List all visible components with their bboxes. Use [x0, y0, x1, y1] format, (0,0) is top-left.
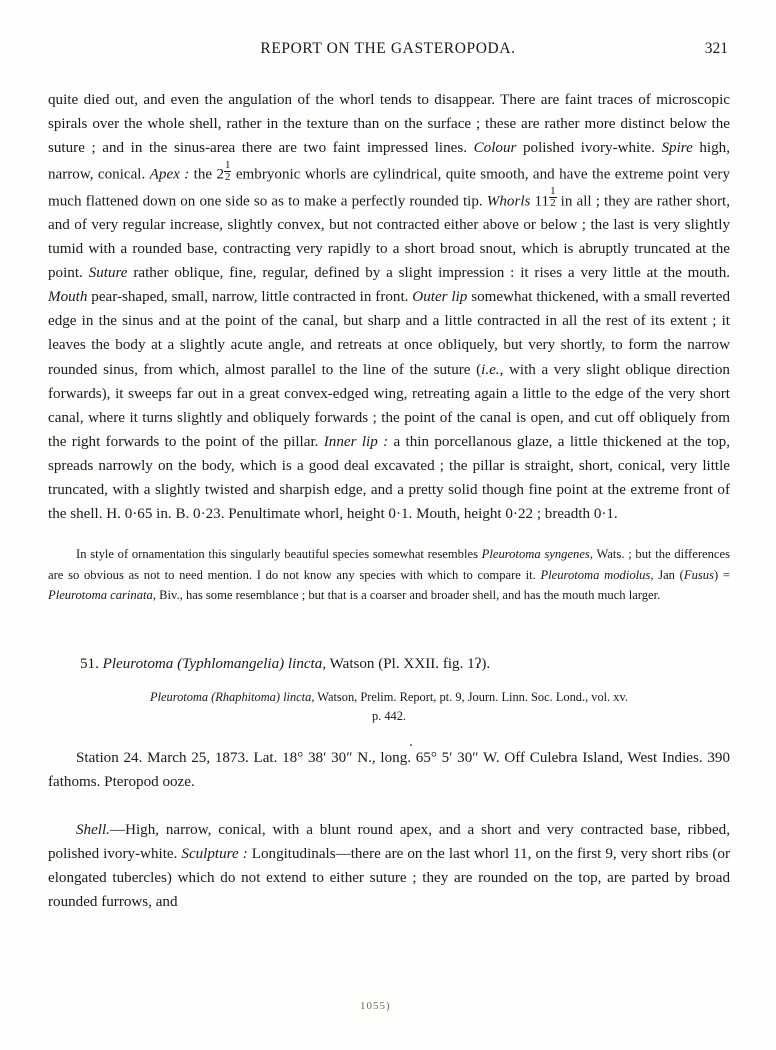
species-entry-heading — [48, 652, 730, 676]
spacer — [48, 526, 730, 544]
page-footer-fragment: 1055) — [360, 1000, 391, 1012]
term-suture: Suture — [88, 265, 128, 282]
paragraph-remarks — [48, 544, 730, 606]
entry-authority: , Watson (Pl. XXII. fig. 1ʔ). — [322, 655, 491, 672]
species-carinata: Pleurotoma carinata — [48, 588, 153, 603]
text-run: a thin porcellanous glaze, a little thickened at the top, spreads narrowly on the body, which is a good deal excavated ; the pillar is straight, short, conical, very little truncated, with a slightly twisted and sharpish edge, and a pretty solid though fine point at the extreme front of the shell. H. 0·65 in. B. 0·23. Penultimate whorl, height 0·1. Mouth, height 0·22 ; breadth 0·1. — [48, 433, 730, 523]
synonymy-citation-line1 — [48, 688, 730, 707]
page-number: 321 — [704, 40, 728, 57]
text-run: rather oblique, fine, regular, defined by a slight impression : it rises a very little at the mouth. — [127, 265, 731, 282]
text-run: the 2 — [189, 166, 225, 183]
text-run: , with a very slight oblique direction forwards), it sweeps far out in a great convex-edged wing, retreating again a little to the edge of the very short canal, where it turns slightly and obliquely forwards ; the point of the canal is open, and cut off obliquely from the right forwards to the point of the pillar. — [48, 361, 730, 450]
running-title: REPORT ON THE GASTEROPODA. — [260, 40, 516, 57]
spacer — [48, 606, 730, 652]
text-run: embryonic whorls are cylindrical, quite smooth, and have the extreme point very much flattened down on one side so as to make a perfectly rounded tip. — [48, 166, 730, 209]
species-modiolus: Pleurotoma modiolus — [540, 567, 651, 582]
text-run: 11 — [530, 192, 550, 209]
paragraph-shell-description — [48, 818, 730, 914]
text-run: Longitudinals—there are on the last whorl 11, on the first 9, very short ribs (or elongated tubercles) which do not extend to either suture ; they are rounded on the top, are parted by broad rounded furrows, and — [48, 845, 730, 911]
entry-species-name: Pleurotoma (Typhlomangelia) lincta — [102, 655, 323, 672]
term-ie: i.e. — [481, 361, 500, 378]
term-outer-lip: Outer lip — [412, 289, 468, 306]
genus-fusus: Fusus — [683, 567, 714, 582]
term-mouth: Mouth — [48, 289, 88, 306]
term-colour: Colour — [473, 140, 517, 157]
text-run: ) = — [713, 567, 730, 582]
text-run: In style of ornamentation this singularly beautiful species somewhat resembles — [76, 547, 482, 562]
text-run: somewhat thickened, with a small reverted edge in the sinus and at the point of the canal, but sharp and a little contracted in all the rest of its extent ; it leaves the body at a slightly acute angle, and retreats at once obliquely, but very shortly, to form the narrow rounded sinus, from which, almost parallel to the line of the suture ( — [48, 289, 730, 378]
entry-number: 51. — [80, 655, 103, 672]
page-header — [0, 40, 776, 62]
text-run: , Biv., has some resemblance ; but that is a coarser and broader shell, and has the mouth much larger. — [152, 588, 661, 603]
text-run: quite died out, and even the angulation of the whorl tends to disappear. There are faint traces of microscopic spirals over the whole shell, rather in the texture than on the surface ; these are rather more distinct below the suture ; and in the sinus-area there are two faint impressed lines. — [48, 92, 730, 157]
text-run: , Wats. ; but the differences are so obvious as not to need mention. I do not know any species with which to compare it. — [48, 547, 730, 582]
fraction-half-apex: $\frac{1}{2}$ — [225, 158, 231, 183]
text-run: high, narrow, conical. — [48, 140, 730, 183]
term-sculpture: Sculpture : — [181, 845, 248, 862]
synonymy-citation-line2: p. 442. — [371, 708, 407, 723]
spacer — [48, 676, 730, 688]
page-content — [48, 88, 730, 914]
term-apex: Apex : — [149, 166, 190, 183]
spacer — [48, 794, 730, 818]
text-run: in all ; they are rather short, and of very regular increase, slightly convex, but not contracted either above or below ; the last is very slightly tumid with a rounded base, contracting very rapidly to a short broad snout, which is abruptly truncated at the point. — [48, 192, 731, 282]
term-shell: Shell. — [76, 821, 110, 838]
paragraph-description — [48, 88, 730, 526]
text-run: pear-shaped, small, narrow, little contracted in front. — [87, 289, 413, 306]
species-syngenes: Pleurotoma syngenes — [481, 547, 590, 562]
text-run: polished ivory-white. — [516, 140, 662, 157]
term-whorls: Whorls — [486, 192, 531, 209]
page-speck — [410, 744, 412, 746]
paragraph-station-record: Station 24. March 25, 1873. Lat. 18° 38′ 30″ N., long. 65° 5′ 30″ W. Off Culebra Island, West Indies. 390 fathoms. Pteropod ooze. — [48, 749, 730, 790]
text-run: —High, narrow, conical, with a blunt round apex, and a short and very contracted base, ribbed, polished ivory-white. — [48, 821, 730, 862]
text-run: , Jan ( — [650, 567, 684, 582]
citation-species-name: Pleurotoma (Rhaphitoma) lincta — [150, 689, 312, 704]
term-spire: Spire — [661, 140, 693, 157]
citation-reference: , Watson, Prelim. Report, pt. 9, Journ. Linn. Soc. Lond., vol. xv. — [311, 689, 628, 704]
fraction-half-whorls: $\frac{1}{2}$ — [550, 185, 556, 209]
term-inner-lip: Inner lip : — [323, 433, 389, 450]
spacer — [48, 726, 730, 746]
